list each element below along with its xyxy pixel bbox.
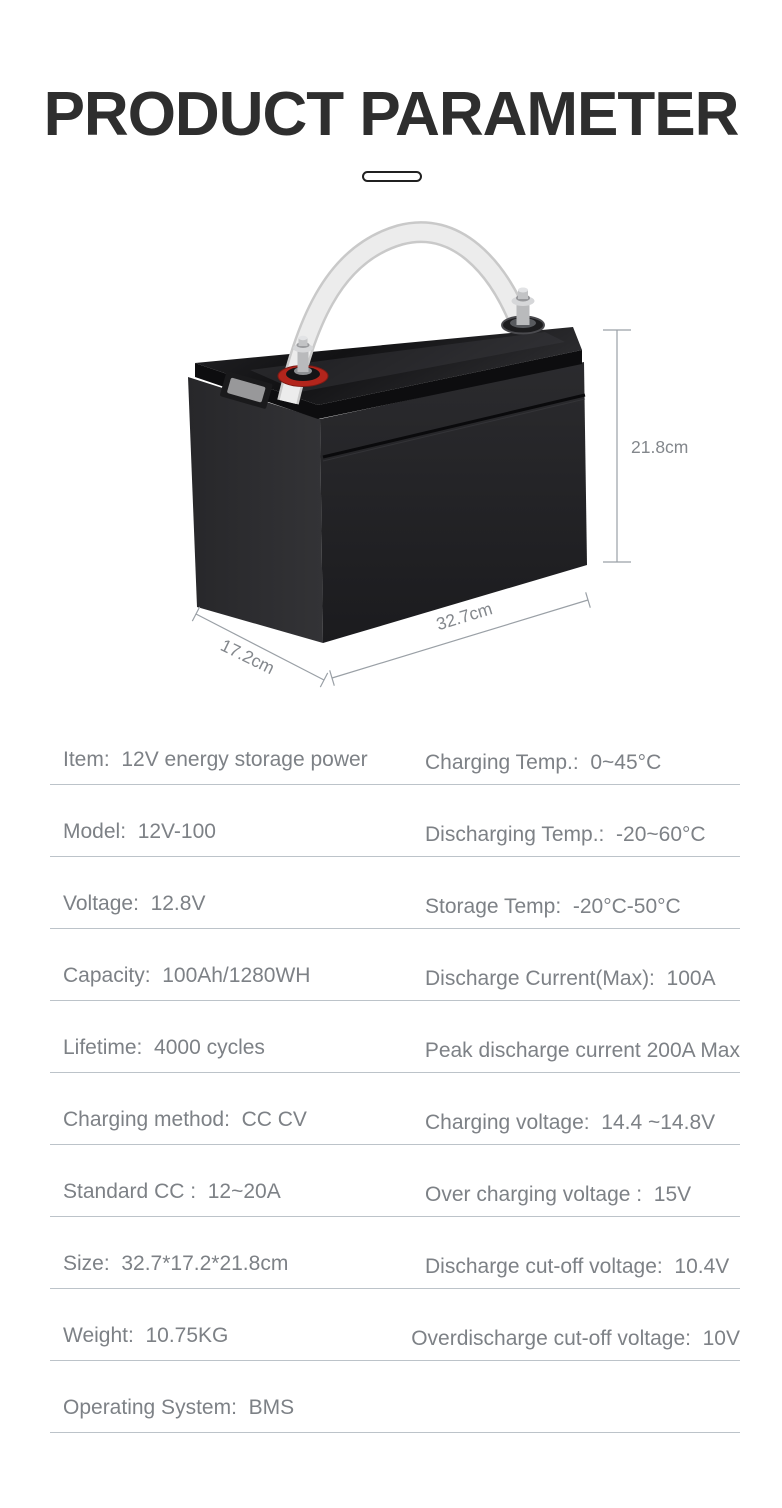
spec-row — [50, 1217, 740, 1289]
battery-side-face — [188, 377, 323, 643]
spec-right: Over charging voltage : 15V — [425, 1183, 692, 1206]
spec-left: Standard CC : 12~20A — [63, 1180, 281, 1203]
spec-left: Size: 32.7*17.2*21.8cm — [63, 1252, 289, 1275]
height-dimension-label: 21.8cm — [631, 437, 689, 457]
page-title: PRODUCT PARAMETER — [43, 80, 739, 149]
width-dimension-label: 32.7cm — [433, 598, 495, 635]
spec-row — [50, 857, 740, 929]
spec-left: Item: 12V energy storage power — [63, 748, 368, 771]
spec-row — [50, 785, 740, 857]
spec-row — [50, 1361, 740, 1433]
spec-row — [50, 1289, 740, 1361]
spec-left: Charging method: CC CV — [63, 1108, 307, 1131]
depth-dimension-label: 17.2cm — [217, 635, 278, 679]
spec-left: Voltage: 12.8V — [63, 892, 206, 915]
spec-right: Peak discharge current 200A Max — [424, 1039, 740, 1062]
spec-left: Operating System: BMS — [63, 1396, 295, 1419]
spec-row — [50, 1145, 740, 1217]
spec-row — [50, 1073, 740, 1145]
spec-left: Capacity: 100Ah/1280WH — [63, 964, 311, 987]
height-dimension-line — [603, 330, 631, 562]
title-divider-pill — [362, 171, 422, 182]
spec-row — [50, 929, 740, 1001]
spec-right: Charging Temp.: 0~45°C — [425, 751, 662, 774]
battery-photo — [0, 210, 782, 710]
spec-row — [50, 1001, 740, 1073]
spec-left: Weight: 10.75KG — [63, 1324, 229, 1347]
spec-right: Overdischarge cut-off voltage: 10V — [411, 1327, 740, 1350]
spec-right: Discharge cut-off voltage: 10.4V — [425, 1255, 730, 1278]
spec-left: Lifetime: 4000 cycles — [63, 1036, 265, 1059]
spec-right: Discharge Current(Max): 100A — [425, 967, 716, 990]
spec-right: Discharging Temp.: -20~60°C — [425, 823, 706, 846]
spec-right: Charging voltage: 14.4 ~14.8V — [425, 1111, 716, 1134]
spec-left: Model: 12V-100 — [63, 820, 216, 843]
spec-row — [50, 713, 740, 785]
spec-table — [50, 713, 740, 1433]
battery-illustration — [0, 210, 782, 710]
spec-right: Storage Temp: -20°C-50°C — [425, 895, 681, 918]
